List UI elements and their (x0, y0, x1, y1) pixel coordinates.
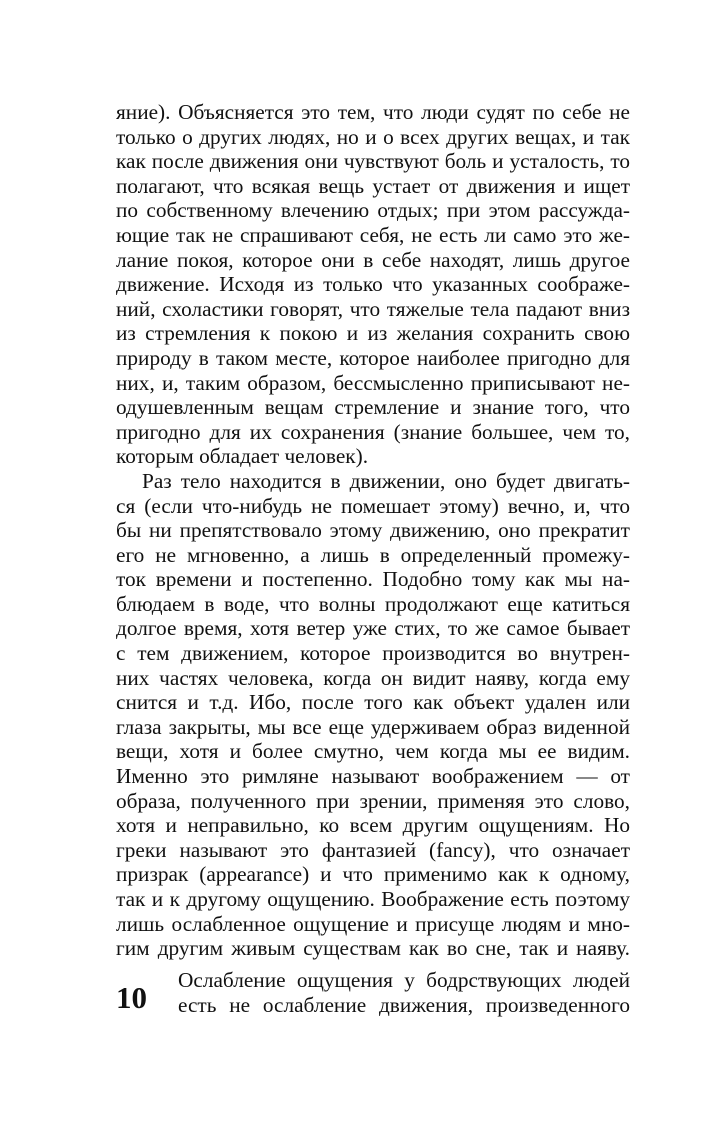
page-number: 10 (116, 980, 147, 1015)
text-line: движение. Исходя из только что указанных соображе- (116, 272, 630, 297)
text-line: вещи, хотя и более смутно, чем когда мы ее видим. (116, 739, 630, 764)
text-line: пригодно для их сохранения (знание большее, чем то, (116, 419, 630, 444)
text-line: ся (если что-нибудь не помешает этому) вечно, и, что (116, 493, 630, 518)
text-line: глаза закрыты, мы все еще удерживаем образ виденной (116, 714, 630, 739)
text-line: снится и т.д. Ибо, после того как объект удален или (116, 690, 630, 715)
text-line: Именно это римляне называют воображением — от (116, 764, 630, 789)
text-line: блюдаем в воде, что волны продолжают еще катиться (116, 591, 630, 616)
text-line: по собственному влечению отдых; при этом рассужда- (116, 198, 630, 223)
body-text (116, 100, 630, 961)
text-line: хотя и неправильно, ко всем другим ощущениям. Но (116, 813, 630, 838)
text-line: долгое время, хотя ветер уже стих, то же самое бывает (116, 616, 630, 641)
text-line: из стремления к покою и из желания сохранить свою (116, 321, 630, 346)
text-line: одушевленным вещам стремление и знание того, что (116, 395, 630, 420)
text-line: лишь ослабленное ощущение и присуще людям и мно- (116, 911, 630, 936)
text-line: греки называют это фантазией (fancy), что означает (116, 837, 630, 862)
text-line: ющие так не спрашивают себя, не есть ли само это же- (116, 222, 630, 247)
text-line: которым обладает человек). (116, 444, 369, 469)
text-line: ток времени и постепенно. Подобно тому как мы на- (116, 567, 630, 592)
text-line: Раз тело находится в движении, оно будет двигать- (142, 468, 630, 493)
text-line: них частях человека, когда он видит наяву, когда ему (116, 665, 630, 690)
text-line: как после движения они чувствуют боль и усталость, то (116, 149, 630, 174)
text-line: природу в таком месте, которое наиболее пригодно для (116, 345, 630, 370)
text-line: них, и, таким образом, бессмысленно приписывают не- (116, 370, 630, 395)
text-line: с тем движением, которое производится во внутрен- (116, 641, 630, 666)
text-line: полагают, что всякая вещь устает от движения и ищет (116, 173, 630, 198)
text-line: лание покоя, которое они в себе находят, лишь другое (116, 247, 630, 272)
text-line: яние). Объясняется это тем, что люди судят по себе не (116, 100, 630, 124)
text-line: призрак (appearance) и что применимо как к одному, (116, 862, 630, 887)
text-line: Ослабление ощущения у бодрствующих людей (178, 968, 630, 992)
text-line: так и к другому ощущению. Воображение есть поэтому (116, 887, 630, 911)
text-line: есть не ослабление движения, произведенного (178, 992, 630, 1017)
text-line: его не мгновенно, а лишь в определенный промежу- (116, 542, 630, 567)
continuation-text (116, 968, 630, 1017)
text-line: гим другим живым существам как во сне, так и наяву. (116, 936, 630, 961)
text-line: бы ни препятствовало этому движению, оно прекратит (116, 518, 630, 543)
text-line: образа, полученного при зрении, применяя это слово, (116, 788, 630, 813)
text-line: только о других людях, но и о всех других вещах, и так (116, 124, 630, 149)
text-line: ний, схоластики говорят, что тяжелые тела падают вниз (116, 296, 630, 321)
